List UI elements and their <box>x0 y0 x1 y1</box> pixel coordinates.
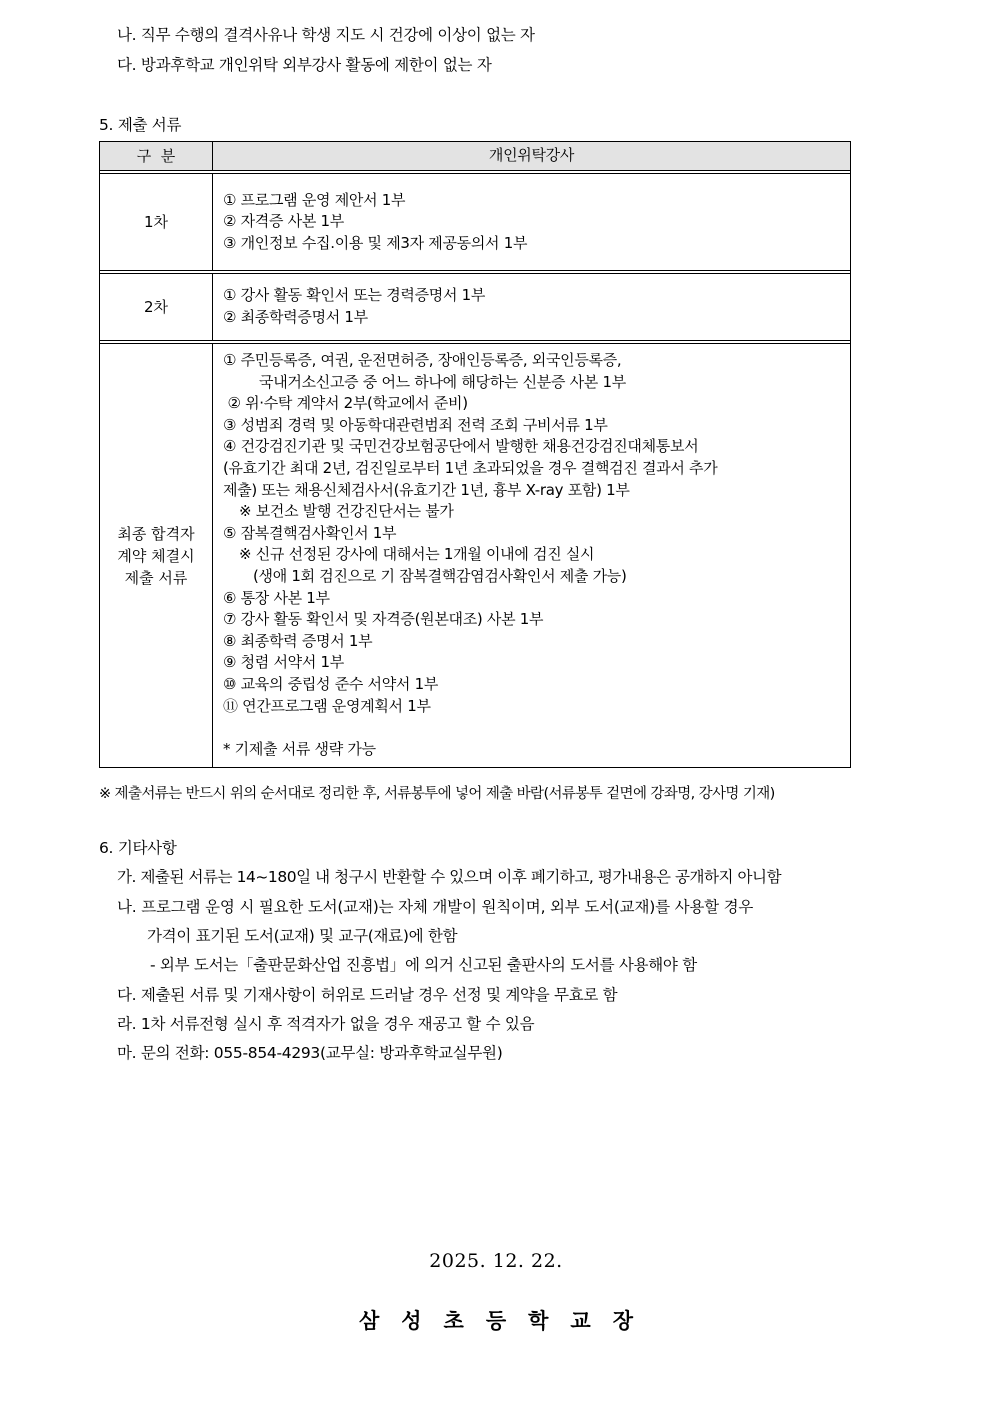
row-label-first-round: 1차 <box>100 174 213 270</box>
misc-item-da: 다. 제출된 서류 및 기재사항이 허위로 드러날 경우 선정 및 계약을 무효로 함 <box>117 986 618 1004</box>
header-individual-instructor <box>213 142 850 170</box>
list-item: ⑪ 연간프로그램 운영계획서 1부 <box>223 696 431 715</box>
list-item: ⑩ 교육의 중립성 준수 서약서 1부 <box>223 674 439 693</box>
list-item: ⑧ 최종학력 증명서 1부 <box>223 631 373 650</box>
list-item: ② 자격증 사본 1부 <box>223 212 344 231</box>
list-item: 제출) 또는 채용신체검사서(유효기간 1년, 흉부 X-ray 포함) 1부 <box>223 480 630 499</box>
spacer <box>223 717 850 739</box>
misc-item-na: 나. 프로그램 운영 시 필요한 도서(교재)는 자체 개발이 원칙이며, 외부 도서(교재)를 사용할 경우 <box>117 898 754 916</box>
list-item-note: (생애 1회 검진으로 기 잠복결핵감염검사확인서 제출 가능) <box>253 566 627 585</box>
list-item-note: ※ 신규 선정된 강사에 대해서는 1개월 이내에 검진 실시 <box>239 545 595 564</box>
submission-documents-table <box>99 141 851 768</box>
submission-note: ※ 제출서류는 반드시 위의 순서대로 정리한 후, 서류봉투에 넣어 제출 바람(서류봉투 겉면에 강좌명, 강사명 기재) <box>99 786 775 802</box>
list-item: ② 최종학력증명서 1부 <box>223 308 368 326</box>
table-row-first-round <box>100 170 850 270</box>
misc-item-na-continued: 가격이 표기된 도서(교재) 및 교구(재료)에 한함 <box>147 927 458 945</box>
list-item: ① 주민등록증, 여권, 운전면허증, 장애인등록증, 외국인등록증, <box>223 351 622 369</box>
list-item: ② 위·수탁 계약서 2부(학교에서 준비) <box>223 394 468 413</box>
table-row-second-round <box>100 270 850 340</box>
document-date: 2025. 12. 22. <box>429 1250 563 1272</box>
list-item: ③ 성범죄 경력 및 아동학대관련범죄 전력 조회 구비서류 1부 <box>223 415 608 434</box>
section-6-title: 6. 기타사항 <box>99 839 177 857</box>
list-item: ③ 개인정보 수집.이용 및 제3자 제공동의서 1부 <box>223 233 528 252</box>
signer-school-principal: 삼성초등학교장 <box>358 1309 655 1333</box>
list-item: ⑨ 청렴 서약서 1부 <box>223 653 344 672</box>
list-item-note: ※ 보건소 발행 건강진단서는 불가 <box>239 502 454 521</box>
table-header-row <box>100 142 850 170</box>
list-item: ① 강사 활동 확인서 또는 경력증명서 1부 <box>223 286 486 305</box>
list-item: ⑤ 잠복결핵검사확인서 1부 <box>223 523 397 542</box>
misc-item-ra: 라. 1차 서류전형 실시 후 적격자가 없을 경우 재공고 할 수 있음 <box>117 1015 535 1033</box>
misc-item-na-subnote: - 외부 도서는「출판문화산업 진흥법」에 의거 신고된 출판사의 도서를 사용해야 함 <box>150 956 697 974</box>
list-item-footnote: * 기제출 서류 생략 가능 <box>223 739 376 758</box>
list-item: 국내거소신고증 중 어느 하나에 해당하는 신분증 사본 1부 <box>259 372 626 391</box>
misc-item-ga: 가. 제출된 서류는 14~180일 내 청구시 반환할 수 있으며 이후 폐기하고, 평가내용은 공개하지 아니함 <box>117 868 782 886</box>
row-label-line: 제출 서류 <box>124 568 188 587</box>
row-items-first-round <box>213 174 850 270</box>
list-item: ⑥ 통장 사본 1부 <box>223 588 330 607</box>
row-label-line: 계약 체결시 <box>117 546 195 565</box>
header-category: 구 분 <box>100 142 213 170</box>
list-item: (유효기간 최대 2년, 검진일로부터 1년 초과되었을 경우 결핵검진 결과서 추가 <box>223 458 718 477</box>
list-item: ④ 건강검진기관 및 국민건강보험공단에서 발행한 채용건강검진대체통보서 <box>223 437 699 456</box>
section-5-title: 5. 제출 서류 <box>99 116 182 134</box>
row-label-second-round: 2차 <box>100 274 213 340</box>
qualification-item-na: 나. 직무 수행의 결격사유나 학생 지도 시 건강에 이상이 없는 자 <box>117 26 535 44</box>
misc-item-ma-contact: 마. 문의 전화: 055-854-4293(교무실: 방과후학교실무원) <box>117 1044 503 1062</box>
row-items-second-round <box>213 274 850 340</box>
row-label-line: 최종 합격자 <box>117 524 195 543</box>
list-item: ① 프로그램 운영 제안서 1부 <box>223 190 406 209</box>
table-row-final-contract <box>100 340 850 767</box>
row-label-final-contract <box>100 344 213 767</box>
list-item: ⑦ 강사 활동 확인서 및 자격증(원본대조) 사본 1부 <box>223 610 544 629</box>
row-items-final-contract <box>213 344 850 767</box>
qualification-item-da: 다. 방과후학교 개인위탁 외부강사 활동에 제한이 없는 자 <box>117 56 492 74</box>
header-individual-instructor-label: 개인위탁강사 <box>488 146 575 165</box>
